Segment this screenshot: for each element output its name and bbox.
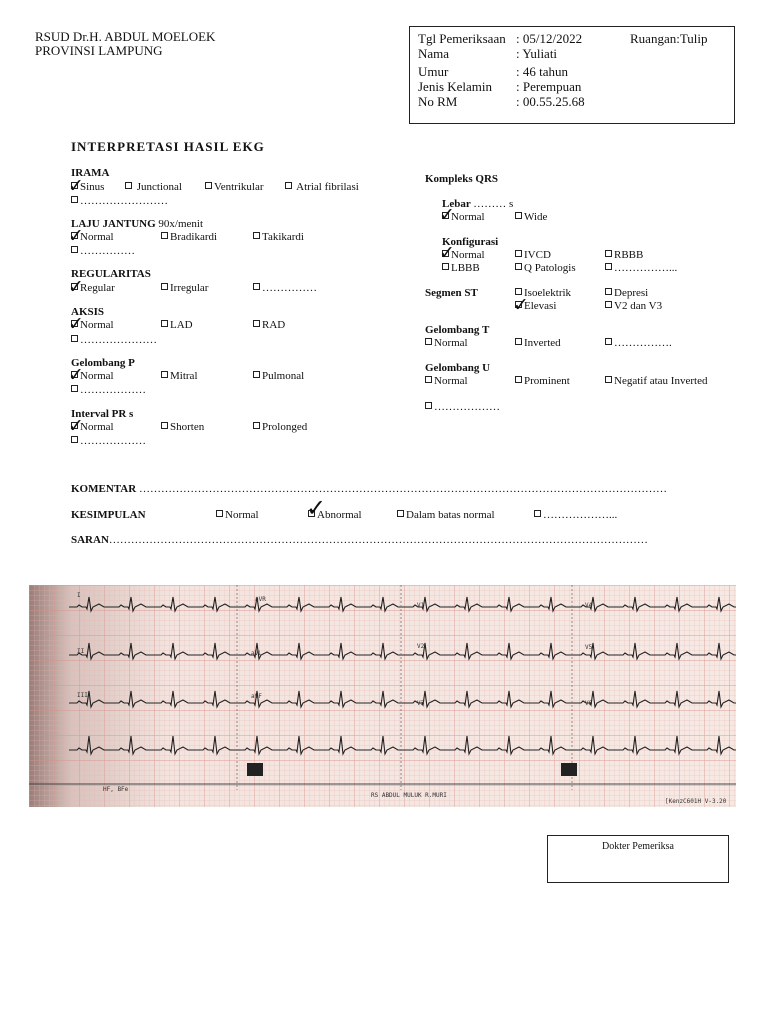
gelp-normal[interactable]: Normal [71, 370, 114, 382]
regularitas-label: REGULARITAS [71, 268, 151, 280]
gelt-other[interactable]: ……………. [605, 337, 672, 349]
ekg-marker [247, 763, 263, 776]
umur-label: Umur [418, 64, 449, 79]
checkbox[interactable] [425, 402, 432, 409]
aksis-label: AKSIS [71, 306, 105, 318]
lead-label: I [77, 592, 81, 599]
ekg-footer-mid: RS ABDUL MULUK R.MURI [371, 792, 447, 799]
st-label: Segmen ST [425, 287, 478, 299]
lead-label: aVR [255, 596, 266, 603]
checkbox[interactable] [253, 320, 260, 327]
checkbox[interactable] [605, 376, 612, 383]
gelp-label: Gelombang P [71, 357, 135, 369]
intpr-shorten[interactable]: Shorten [161, 421, 204, 433]
checkbox[interactable] [253, 232, 260, 239]
intpr-other[interactable]: ……………… [71, 435, 146, 447]
checkbox[interactable] [161, 371, 168, 378]
irama-label: IRAMA [71, 167, 110, 179]
aksis-lad[interactable]: LAD [161, 319, 193, 331]
nama-value: : Yuliati [516, 46, 558, 61]
irama-junctional[interactable]: Junctional [125, 181, 182, 193]
checkbox[interactable] [161, 422, 168, 429]
laju-bradikardi[interactable]: Bradikardi [161, 231, 217, 243]
lead-label: V6 [585, 700, 593, 707]
regularitas-irregular[interactable]: Irregular [161, 282, 208, 294]
gelu-label: Gelombang U [425, 362, 491, 374]
checkbox[interactable] [71, 436, 78, 443]
checkbox[interactable] [161, 320, 168, 327]
kesimpulan-dbn[interactable]: Dalam batas normal [397, 509, 495, 521]
jk-value: : Perempuan [516, 79, 582, 94]
konfig-normal[interactable]: Normal [442, 249, 485, 261]
checkbox[interactable] [125, 182, 132, 189]
ekg-marker [561, 763, 577, 776]
jk-label: Jenis Kelamin [418, 79, 493, 94]
lebar-wide[interactable]: Wide [515, 211, 547, 223]
konfig-ivcd[interactable]: IVCD [515, 249, 551, 261]
lead-label: V5 [585, 644, 593, 651]
irama-af[interactable]: Atrial fibrilasi [285, 181, 359, 193]
gelt-normal[interactable]: Normal [425, 337, 468, 349]
kesimpulan-other[interactable]: ………………... [534, 509, 617, 521]
laju-takikardi[interactable]: Takikardi [253, 231, 304, 243]
laju-label: LAJU JANTUNG 90x/menit [71, 218, 204, 230]
gelu-negatif[interactable]: Negatif atau Inverted [605, 375, 707, 387]
gelp-other[interactable]: ……………… [71, 384, 146, 396]
lebar-normal[interactable]: Normal [442, 211, 485, 223]
checkbox[interactable] [605, 288, 612, 295]
check-mark-icon: ✓ [68, 276, 84, 298]
konfig-lbbb[interactable]: LBBB [442, 262, 480, 274]
kesimpulan-normal[interactable]: Normal [216, 509, 259, 521]
gelu-prominent[interactable]: Prominent [515, 375, 570, 387]
lebar-label: Lebar ……… s [442, 198, 514, 210]
checkbox[interactable] [605, 301, 612, 308]
regularitas-regular[interactable]: Regular [71, 282, 115, 294]
check-mark-icon: ✓ [68, 313, 84, 335]
umur-value: : 46 tahun [516, 64, 568, 79]
gelt-label: Gelombang T [425, 324, 490, 336]
checkbox[interactable] [534, 510, 541, 517]
gelu-other[interactable]: ……………… [425, 401, 500, 413]
lead-label: V3 [417, 700, 425, 707]
komentar-field[interactable]: KOMENTAR ……………………………………………………………………………………………………………………………… [71, 483, 667, 495]
irama-ventrikular[interactable]: Ventrikular [205, 181, 263, 193]
intpr-normal[interactable]: Normal [71, 421, 114, 433]
st-isoelektrik[interactable]: Isoelektrik [515, 287, 571, 299]
intpr-prolonged[interactable]: Prolonged [253, 421, 307, 433]
checkbox[interactable] [515, 250, 522, 257]
norm-value: : 00.55.25.68 [516, 94, 585, 109]
lead-label: V1 [417, 602, 425, 609]
lead-label: II [77, 648, 85, 655]
checkbox[interactable] [425, 338, 432, 345]
checkbox[interactable] [605, 250, 612, 257]
checkbox[interactable] [397, 510, 404, 517]
konfig-other[interactable]: ……………... [605, 262, 677, 274]
aksis-other[interactable]: ………………… [71, 334, 157, 346]
kesimpulan-abnormal[interactable]: Abnormal [308, 509, 362, 521]
st-depresi[interactable]: Depresi [605, 287, 648, 299]
check-mark-icon: ✓ [513, 294, 529, 316]
check-mark-icon: ✓ [68, 364, 84, 386]
ekg-footer-left: HF, BFe [103, 786, 129, 793]
gelt-inverted[interactable]: Inverted [515, 337, 561, 349]
laju-normal[interactable]: Normal [71, 231, 114, 243]
kesimpulan-label: KESIMPULAN [71, 509, 146, 521]
checkbox[interactable] [161, 232, 168, 239]
lead-label: V4 [585, 602, 593, 609]
checkbox[interactable] [253, 283, 260, 290]
intpr-label: Interval PR s [71, 408, 134, 420]
konfig-label: Konfigurasi [442, 236, 499, 248]
aksis-rad[interactable]: RAD [253, 319, 285, 331]
check-mark-icon: ✓ [68, 225, 84, 247]
norm-label: No RM [418, 94, 458, 109]
ekg-strip-image [29, 585, 736, 807]
form-title: INTERPRETASI HASIL EKG [71, 139, 265, 154]
lead-label: aVL [251, 650, 262, 657]
check-mark-icon: ✓ [439, 204, 455, 226]
konfig-qpatologis[interactable]: Q Patologis [515, 262, 576, 274]
ekg-strip-svg [29, 585, 736, 807]
doctor-label: Dokter Pemeriksa [602, 841, 674, 852]
gelp-pulmonal[interactable]: Pulmonal [253, 370, 304, 382]
st-v2v3[interactable]: V2 dan V3 [605, 300, 662, 312]
checkbox[interactable] [605, 338, 612, 345]
checkbox[interactable] [515, 376, 522, 383]
ekg-footer-right: [KenzC601H V-3.20 [665, 798, 727, 805]
regularitas-other[interactable]: …………… [253, 282, 317, 294]
checkbox[interactable] [515, 212, 522, 219]
laju-other[interactable]: …………… [71, 245, 135, 257]
checkbox[interactable] [205, 182, 212, 189]
checkbox[interactable] [253, 371, 260, 378]
check-mark-icon: ✓ [68, 415, 84, 437]
lead-label: aVF [251, 693, 262, 700]
checkbox[interactable] [71, 196, 78, 203]
gelp-mitral[interactable]: Mitral [161, 370, 198, 382]
konfig-rbbb[interactable]: RBBB [605, 249, 643, 261]
hospital-name: RSUD Dr.H. ABDUL MOELOEK PROVINSI LAMPUNG [35, 29, 216, 58]
saran-field[interactable]: SARAN………………………………………………………………………………………………………………………………… [71, 534, 648, 546]
checkbox[interactable] [216, 510, 223, 517]
checkbox[interactable] [71, 385, 78, 392]
check-mark-icon: ✓ [306, 494, 327, 522]
tgl-label: Tgl Pemeriksaan [418, 31, 506, 46]
check-mark-icon: ✓ [68, 175, 84, 197]
checkbox[interactable] [161, 283, 168, 290]
lead-label: V2 [417, 643, 425, 650]
checkbox[interactable] [425, 376, 432, 383]
checkbox[interactable] [71, 246, 78, 253]
doctor-signature-box [547, 835, 729, 883]
qrs-label: Kompleks QRS [425, 173, 499, 185]
checkbox[interactable] [605, 263, 612, 270]
lead-label: III [77, 692, 88, 699]
irama-sinus[interactable]: Sinus [71, 181, 104, 193]
irama-other[interactable]: …………………… [71, 195, 168, 207]
checkbox[interactable] [442, 263, 449, 270]
nama-label: Nama [418, 46, 450, 61]
aksis-normal[interactable]: Normal [71, 319, 114, 331]
st-elevasi[interactable]: Elevasi [515, 300, 556, 312]
checkbox[interactable] [253, 422, 260, 429]
ruangan: Ruangan:Tulip [630, 31, 708, 46]
check-mark-icon: ✓ [439, 242, 455, 264]
checkbox[interactable] [515, 263, 522, 270]
checkbox[interactable] [71, 335, 78, 342]
gelu-normal[interactable]: Normal [425, 375, 468, 387]
checkbox[interactable] [515, 338, 522, 345]
patient-info-box [409, 26, 735, 124]
tgl-value: : 05/12/2022 [516, 31, 583, 46]
checkbox[interactable] [285, 182, 292, 189]
